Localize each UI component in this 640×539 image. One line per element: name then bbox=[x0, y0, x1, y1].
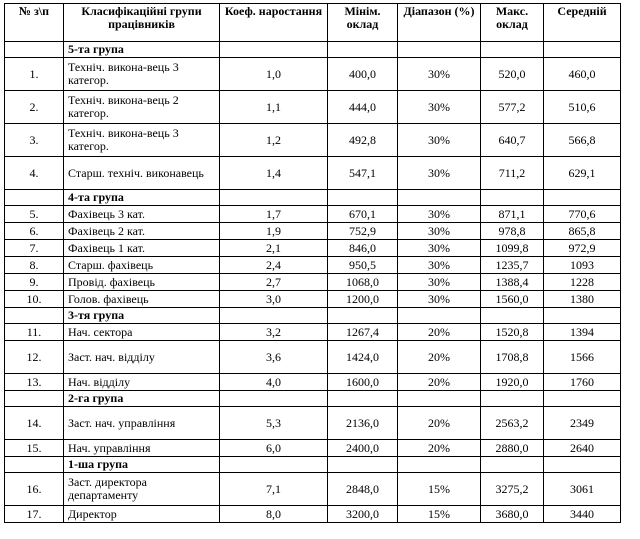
row-max-salary: 1235,7 bbox=[481, 257, 544, 274]
row-name: Заст. нач. управління bbox=[64, 407, 220, 440]
row-min-salary: 752,9 bbox=[328, 223, 398, 240]
table-row bbox=[5, 506, 621, 523]
row-range: 30% bbox=[398, 291, 481, 308]
row-average: 972,9 bbox=[544, 240, 621, 257]
row-range: 30% bbox=[398, 58, 481, 91]
row-range: 20% bbox=[398, 440, 481, 457]
table-row bbox=[5, 223, 621, 240]
group-empty-cell bbox=[220, 190, 328, 206]
row-range: 20% bbox=[398, 407, 481, 440]
row-max-salary: 640,7 bbox=[481, 124, 544, 157]
row-average: 2640 bbox=[544, 440, 621, 457]
row-max-salary: 978,8 bbox=[481, 223, 544, 240]
group-row bbox=[5, 457, 621, 473]
row-number: 9. bbox=[5, 274, 64, 291]
row-number: 11. bbox=[5, 324, 64, 341]
row-number: 3. bbox=[5, 124, 64, 157]
group-row bbox=[5, 42, 621, 58]
row-min-salary: 846,0 bbox=[328, 240, 398, 257]
group-empty-cell bbox=[328, 190, 398, 206]
row-number: 6. bbox=[5, 223, 64, 240]
row-range: 30% bbox=[398, 257, 481, 274]
group-empty-cell bbox=[328, 42, 398, 58]
row-min-salary: 444,0 bbox=[328, 91, 398, 124]
group-row-number bbox=[5, 308, 64, 324]
row-range: 20% bbox=[398, 341, 481, 374]
header-number: № з\п bbox=[5, 4, 64, 42]
row-range: 30% bbox=[398, 91, 481, 124]
row-coefficient: 3,0 bbox=[220, 291, 328, 308]
row-number: 12. bbox=[5, 341, 64, 374]
group-empty-cell bbox=[544, 190, 621, 206]
header-range: Діапазон (%) bbox=[398, 4, 481, 42]
group-empty-cell bbox=[220, 391, 328, 407]
row-average: 1228 bbox=[544, 274, 621, 291]
row-coefficient: 7,1 bbox=[220, 473, 328, 506]
group-title: 4-та група bbox=[64, 190, 220, 206]
row-coefficient: 2,4 bbox=[220, 257, 328, 274]
row-average: 460,0 bbox=[544, 58, 621, 91]
group-empty-cell bbox=[328, 457, 398, 473]
group-empty-cell bbox=[220, 308, 328, 324]
row-average: 1394 bbox=[544, 324, 621, 341]
group-title: 5-та група bbox=[64, 42, 220, 58]
row-average: 1093 bbox=[544, 257, 621, 274]
row-coefficient: 1,9 bbox=[220, 223, 328, 240]
row-coefficient: 4,0 bbox=[220, 374, 328, 391]
row-number: 1. bbox=[5, 58, 64, 91]
row-min-salary: 2136,0 bbox=[328, 407, 398, 440]
row-min-salary: 670,1 bbox=[328, 206, 398, 223]
row-min-salary: 1424,0 bbox=[328, 341, 398, 374]
group-empty-cell bbox=[398, 308, 481, 324]
row-max-salary: 1708,8 bbox=[481, 341, 544, 374]
row-number: 2. bbox=[5, 91, 64, 124]
group-row bbox=[5, 308, 621, 324]
group-empty-cell bbox=[544, 42, 621, 58]
group-empty-cell bbox=[481, 308, 544, 324]
row-coefficient: 1,7 bbox=[220, 206, 328, 223]
row-number: 17. bbox=[5, 506, 64, 523]
table-row bbox=[5, 257, 621, 274]
row-range: 20% bbox=[398, 324, 481, 341]
group-row bbox=[5, 190, 621, 206]
group-empty-cell bbox=[481, 391, 544, 407]
row-max-salary: 2563,2 bbox=[481, 407, 544, 440]
row-max-salary: 3680,0 bbox=[481, 506, 544, 523]
row-average: 1566 bbox=[544, 341, 621, 374]
row-max-salary: 1920,0 bbox=[481, 374, 544, 391]
row-range: 30% bbox=[398, 124, 481, 157]
group-empty-cell bbox=[328, 308, 398, 324]
row-coefficient: 6,0 bbox=[220, 440, 328, 457]
row-coefficient: 3,6 bbox=[220, 341, 328, 374]
table-row bbox=[5, 58, 621, 91]
row-min-salary: 547,1 bbox=[328, 157, 398, 190]
row-range: 30% bbox=[398, 240, 481, 257]
row-name: Техніч. викона-вець 3 категор. bbox=[64, 58, 220, 91]
row-max-salary: 520,0 bbox=[481, 58, 544, 91]
header-min-salary: Мінім. оклад bbox=[328, 4, 398, 42]
row-coefficient: 8,0 bbox=[220, 506, 328, 523]
row-name: Старш. техніч. виконавець bbox=[64, 157, 220, 190]
table-header-row bbox=[5, 4, 621, 42]
row-name: Провід. фахівець bbox=[64, 274, 220, 291]
row-number: 4. bbox=[5, 157, 64, 190]
row-min-salary: 2400,0 bbox=[328, 440, 398, 457]
row-number: 7. bbox=[5, 240, 64, 257]
row-number: 5. bbox=[5, 206, 64, 223]
table-row bbox=[5, 206, 621, 223]
table-row bbox=[5, 440, 621, 457]
row-min-salary: 1600,0 bbox=[328, 374, 398, 391]
row-range: 30% bbox=[398, 157, 481, 190]
row-max-salary: 3275,2 bbox=[481, 473, 544, 506]
table-row bbox=[5, 274, 621, 291]
group-title: 3-тя група bbox=[64, 308, 220, 324]
row-coefficient: 2,1 bbox=[220, 240, 328, 257]
row-max-salary: 711,2 bbox=[481, 157, 544, 190]
table-row bbox=[5, 374, 621, 391]
row-number: 8. bbox=[5, 257, 64, 274]
table-row bbox=[5, 291, 621, 308]
row-coefficient: 1,2 bbox=[220, 124, 328, 157]
row-number: 13. bbox=[5, 374, 64, 391]
row-coefficient: 1,1 bbox=[220, 91, 328, 124]
group-empty-cell bbox=[398, 457, 481, 473]
row-name: Директор bbox=[64, 506, 220, 523]
row-name: Старш. фахівець bbox=[64, 257, 220, 274]
table-row bbox=[5, 124, 621, 157]
row-number: 15. bbox=[5, 440, 64, 457]
row-name: Техніч. викона-вець 3 категор. bbox=[64, 124, 220, 157]
group-row-number bbox=[5, 42, 64, 58]
group-empty-cell bbox=[398, 190, 481, 206]
row-average: 510,6 bbox=[544, 91, 621, 124]
row-name: Техніч. викона-вець 2 категор. bbox=[64, 91, 220, 124]
group-empty-cell bbox=[328, 391, 398, 407]
row-max-salary: 1388,4 bbox=[481, 274, 544, 291]
row-range: 30% bbox=[398, 274, 481, 291]
group-empty-cell bbox=[398, 42, 481, 58]
header-coefficient: Коеф. наростання bbox=[220, 4, 328, 42]
group-empty-cell bbox=[481, 457, 544, 473]
row-number: 10. bbox=[5, 291, 64, 308]
row-average: 865,8 bbox=[544, 223, 621, 240]
row-min-salary: 950,5 bbox=[328, 257, 398, 274]
group-empty-cell bbox=[544, 308, 621, 324]
table-row bbox=[5, 407, 621, 440]
table-row bbox=[5, 473, 621, 506]
table-row bbox=[5, 341, 621, 374]
row-name: Заст. директора департаменту bbox=[64, 473, 220, 506]
row-max-salary: 871,1 bbox=[481, 206, 544, 223]
group-title: 1-ша група bbox=[64, 457, 220, 473]
row-max-salary: 2880,0 bbox=[481, 440, 544, 457]
row-average: 3440 bbox=[544, 506, 621, 523]
row-name: Нач. сектора bbox=[64, 324, 220, 341]
row-name: Фахівець 3 кат. bbox=[64, 206, 220, 223]
row-range: 15% bbox=[398, 506, 481, 523]
row-average: 2349 bbox=[544, 407, 621, 440]
row-range: 20% bbox=[398, 374, 481, 391]
group-empty-cell bbox=[220, 457, 328, 473]
row-min-salary: 400,0 bbox=[328, 58, 398, 91]
row-name: Нач. відділу bbox=[64, 374, 220, 391]
row-average: 629,1 bbox=[544, 157, 621, 190]
row-coefficient: 5,3 bbox=[220, 407, 328, 440]
row-number: 14. bbox=[5, 407, 64, 440]
header-group-name: Класифікаційні групи працівників bbox=[64, 4, 220, 42]
row-min-salary: 492,8 bbox=[328, 124, 398, 157]
group-empty-cell bbox=[544, 391, 621, 407]
table-row bbox=[5, 157, 621, 190]
row-min-salary: 2848,0 bbox=[328, 473, 398, 506]
row-name: Фахівець 1 кат. bbox=[64, 240, 220, 257]
group-row-number bbox=[5, 190, 64, 206]
group-row-number bbox=[5, 391, 64, 407]
row-coefficient: 1,0 bbox=[220, 58, 328, 91]
group-empty-cell bbox=[398, 391, 481, 407]
header-average: Середній bbox=[544, 4, 621, 42]
row-name: Заст. нач. відділу bbox=[64, 341, 220, 374]
row-number: 16. bbox=[5, 473, 64, 506]
row-average: 3061 bbox=[544, 473, 621, 506]
row-average: 770,6 bbox=[544, 206, 621, 223]
table-row bbox=[5, 91, 621, 124]
row-max-salary: 577,2 bbox=[481, 91, 544, 124]
group-empty-cell bbox=[220, 42, 328, 58]
group-title: 2-га група bbox=[64, 391, 220, 407]
group-empty-cell bbox=[481, 190, 544, 206]
row-name: Голов. фахівець bbox=[64, 291, 220, 308]
row-name: Нач. управління bbox=[64, 440, 220, 457]
row-coefficient: 1,4 bbox=[220, 157, 328, 190]
header-max-salary: Макс. оклад bbox=[481, 4, 544, 42]
row-max-salary: 1520,8 bbox=[481, 324, 544, 341]
row-name: Фахівець 2 кат. bbox=[64, 223, 220, 240]
row-average: 1380 bbox=[544, 291, 621, 308]
row-min-salary: 3200,0 bbox=[328, 506, 398, 523]
row-range: 30% bbox=[398, 206, 481, 223]
table-row bbox=[5, 240, 621, 257]
row-coefficient: 3,2 bbox=[220, 324, 328, 341]
table-row bbox=[5, 324, 621, 341]
group-empty-cell bbox=[544, 457, 621, 473]
row-average: 566,8 bbox=[544, 124, 621, 157]
row-range: 15% bbox=[398, 473, 481, 506]
row-coefficient: 2,7 bbox=[220, 274, 328, 291]
row-range: 30% bbox=[398, 223, 481, 240]
row-min-salary: 1267,4 bbox=[328, 324, 398, 341]
salary-table bbox=[4, 3, 621, 523]
row-average: 1760 bbox=[544, 374, 621, 391]
row-max-salary: 1099,8 bbox=[481, 240, 544, 257]
row-max-salary: 1560,0 bbox=[481, 291, 544, 308]
row-min-salary: 1068,0 bbox=[328, 274, 398, 291]
group-empty-cell bbox=[481, 42, 544, 58]
group-row bbox=[5, 391, 621, 407]
row-min-salary: 1200,0 bbox=[328, 291, 398, 308]
group-row-number bbox=[5, 457, 64, 473]
